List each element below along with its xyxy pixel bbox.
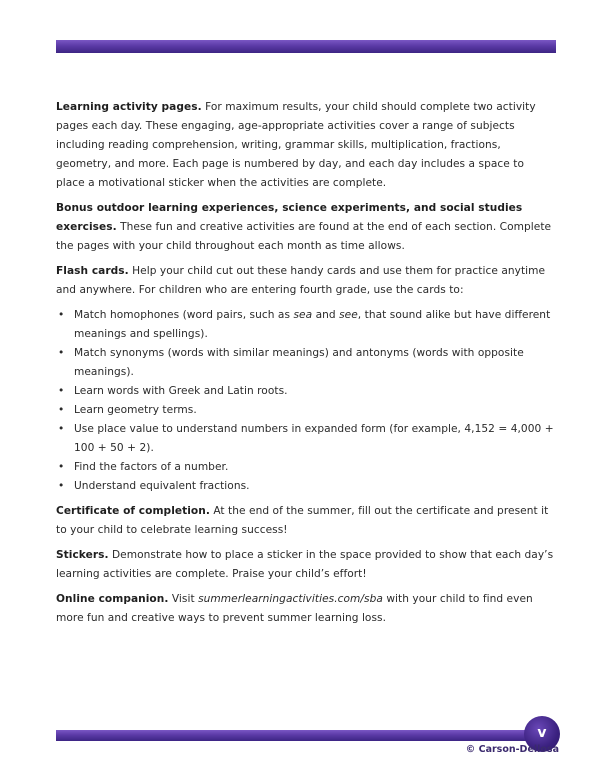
list-item-text: Learn words with Greek and Latin roots. (74, 385, 288, 397)
list-item-text: Match homophones (word pairs, such as (74, 309, 294, 321)
page-number-badge: v (524, 716, 560, 752)
page-content (56, 98, 556, 634)
list-item (56, 477, 556, 496)
list-item (56, 306, 556, 344)
list-item-emphasis: sea (293, 309, 313, 321)
list-item-text: Match synonyms (words with similar meanings) and antonyms (words with opposite meanings). (74, 347, 524, 378)
stickers-body: Demonstrate how to place a sticker in the space provided to show that each day’s learning activities are complete. Praise your child’s effort! (56, 549, 554, 580)
bullet-icon: • (58, 461, 65, 473)
footer-band (56, 730, 526, 741)
flash-card-list (56, 306, 556, 496)
bonus-body: These fun and creative activities are found at the end of each section. Complete the pages with your child throughout each month as time allows. (56, 221, 552, 252)
stickers-paragraph (56, 546, 556, 584)
online-url-link[interactable]: summerlearningactivities.com/sba (198, 593, 383, 605)
learning-heading: Learning activity pages. (56, 101, 202, 113)
online-paragraph (56, 590, 556, 628)
learning-body: For maximum results, your child should complete two activity pages each day. These engaging, age-appropriate activities cover a range of subjects including reading comprehension, writing, grammar skills, multiplication, fractions, geometry, and more. Each page is numbered by day, and each day includes a space to place a motivational sticker when the activities are complete. (56, 101, 536, 189)
bullet-icon: • (58, 385, 65, 397)
stickers-heading: Stickers. (56, 549, 109, 561)
list-item (56, 401, 556, 420)
online-text: Visit (168, 593, 199, 605)
learning-paragraph (56, 98, 556, 193)
list-item-text: and (312, 309, 340, 321)
list-item (56, 420, 556, 458)
list-item-emphasis: see (339, 309, 358, 321)
online-heading: Online companion. (56, 593, 169, 605)
flash-body: Help your child cut out these handy cards and use them for practice anytime and anywhere. For children who are entering fourth grade, use the cards to: (56, 265, 546, 296)
flash-heading: Flash cards. (56, 265, 129, 277)
header-band (56, 40, 556, 53)
certificate-paragraph (56, 502, 556, 540)
list-item-text: , that sound alike but have different meanings and spellings). (74, 309, 551, 340)
bullet-icon: • (58, 480, 65, 492)
list-item (56, 458, 556, 477)
list-item-text: Learn geometry terms. (74, 404, 197, 416)
bullet-icon: • (58, 309, 65, 321)
list-item-text: Understand equivalent fractions. (74, 480, 250, 492)
list-item (56, 344, 556, 382)
bullet-icon: • (58, 347, 65, 359)
bullet-icon: • (58, 404, 65, 416)
certificate-body: At the end of the summer, fill out the certificate and present it to your child to celebrate learning success! (56, 505, 549, 536)
list-item-text: Use place value to understand numbers in expanded form (for example, 4,152 = 4,000 + 100 + 50 + 2). (74, 423, 554, 454)
bonus-heading: Bonus outdoor learning experiences, science experiments, and social studies exercises. (56, 202, 523, 233)
bullet-icon: • (58, 423, 65, 435)
list-item (56, 382, 556, 401)
copyright-text: © Carson-Dellosa (465, 744, 559, 755)
list-item-text: Find the factors of a number. (74, 461, 229, 473)
bonus-paragraph (56, 199, 556, 256)
online-text: with your child to find even more fun and creative ways to prevent summer learning loss. (56, 593, 533, 624)
certificate-heading: Certificate of completion. (56, 505, 210, 517)
flash-paragraph (56, 262, 556, 300)
